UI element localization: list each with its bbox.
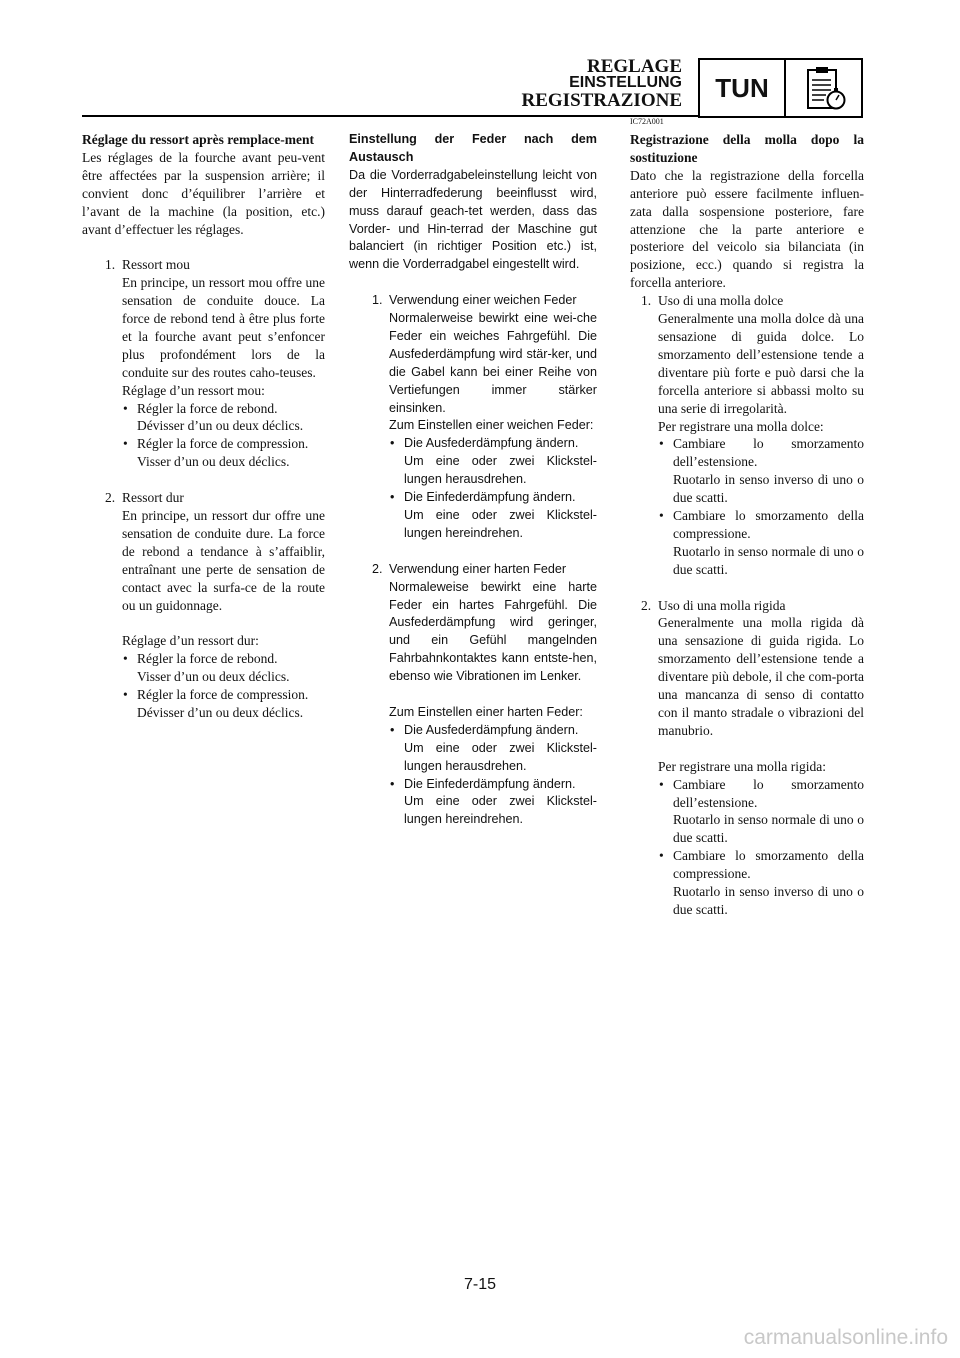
item-title: Ressort dur (122, 490, 184, 506)
item-text: Normaleweise bewirkt eine harte Feder ein hartes Fahrgefühl. Die Ausfederdämpfung wird geringer, und ein Gefühl mangelnden Fahrbahnkontaktes kann entste-hen, ebenso wie Vibrationen im Lenker. (389, 579, 597, 684)
bullet-text: Die Ausfederdämpfung ändern. (404, 722, 579, 737)
adjustment-heading: Zum Einstellen einer weichen Feder: (389, 418, 594, 433)
bullet-text: Régler la force de compression. (137, 436, 309, 452)
bullet-text: Régler la force de rebond. (137, 400, 278, 416)
bullet-text: Die Einfederdämpfung ändern. (404, 776, 576, 791)
item-number: 1. (372, 293, 383, 308)
reference-code: IC72A001 (630, 117, 664, 126)
numbered-item (372, 292, 597, 310)
bullet-item: • Die Einfederdämpfung ändern. Um eine oder zwei Klickstel-lungen hereindrehen. (389, 489, 597, 543)
bullet-text: Die Ausfederdämpfung ändern. (404, 436, 579, 451)
header-title-de: EINSTELLUNG (569, 74, 682, 91)
section-tab-divider (784, 60, 786, 116)
bullet-text: Régler la force de rebond. (137, 651, 278, 667)
item-text: En principe, un ressort mou offre une sensation de conduite douce. La force de rebond tend à être plus forte et la fourche avant peut s’enfoncer plus profondément lors de la conduite sur des routes caho-teuses. (122, 275, 325, 380)
item-title: Ressort mou (122, 257, 190, 273)
numbered-item (105, 256, 325, 274)
watermark: carmanualsonline.info (743, 1326, 948, 1349)
bullet-subtext: Visser d’un ou deux déclics. (137, 454, 290, 470)
bullet-text: Cambiare lo smorzamento dell’estensione. (673, 436, 864, 470)
item-title: Verwendung einer weichen Feder (389, 293, 577, 308)
item-text: En principe, un ressort dur offre une sensation de conduite dure. La force de rebond a tendance à s’affaiblir, entraînant une perte de sensation de contact avec la surfa-ce de la route ou un guidonnage. (122, 508, 325, 613)
numbered-item (641, 597, 864, 615)
bullet-subtext: Um eine oder zwei Klickstel-lungen hereindrehen. (404, 794, 597, 827)
bullet-item: • Cambiare lo smorzamento della compressione. Ruotarlo in senso inverso di uno o due scatti. (659, 848, 864, 917)
bullet-item: • Die Ausfederdämpfung ändern. Um eine oder zwei Klickstel-lungen herausdrehen. (389, 722, 597, 776)
adjustment-heading: Per registrare una molla rigida: (658, 758, 826, 774)
bullet-item: • Régler la force de compression. Visser d’un ou deux déclics. (122, 435, 325, 471)
bullet-text: Die Einfederdämpfung ändern. (404, 490, 576, 505)
section-title: Einstellung der Feder nach dem Austausch (349, 132, 597, 164)
adjustment-heading: Réglage d’un ressort dur: (122, 633, 259, 649)
adjustment-heading: Zum Einstellen einer harten Feder: (389, 704, 583, 719)
item-text: Generalmente una molla dolce dà una sensazione di guida dolce. Lo smorzamento dell’estensione tende a diventare più forte e può darsi che la forcella anteriore si abbassi molto su una serie di irregolarità. (658, 311, 864, 416)
section-title: Réglage du ressort après remplace-ment (82, 132, 314, 147)
header-title-it: REGISTRAZIONE (521, 90, 682, 111)
bullet-subtext: Ruotarlo in senso inverso di uno o due scatti. (673, 472, 864, 506)
bullet-subtext: Um eine oder zwei Klickstel-lungen hereindrehen. (404, 508, 597, 540)
bullet-item: • Cambiare lo smorzamento dell’estensione. Ruotarlo in senso normale di uno o due scatti. (659, 776, 864, 846)
bullet-item: • Die Einfederdämpfung ändern. Um eine oder zwei Klickstel-lungen hereindrehen. (389, 776, 597, 830)
item-number: 2. (105, 490, 116, 506)
bullet-subtext: Dévisser d’un ou deux déclics. (137, 418, 304, 434)
bullet-subtext: Um eine oder zwei Klickstel-lungen herausdrehen. (404, 740, 597, 773)
item-number: 2. (372, 561, 383, 576)
bullet-item: • Régler la force de rebond. Dévisser d’un ou deux déclics. (122, 400, 325, 436)
column-german (349, 131, 597, 829)
bullet-text: Régler la force de compression. (137, 687, 309, 703)
adjustment-heading: Réglage d’un ressort mou: (122, 382, 265, 398)
intro-paragraph: Da die Vorderradgabeleinstellung leicht von der Hinterradfederung beeinflusst wird, muss darauf geach-tet werden, dass das Vorder- und Hin-terrad der Maschine gut balanciert (in richtiger Position etc.) ist, wenn die Vorderradgabel eingestellt wird. (349, 167, 597, 272)
numbered-item (372, 561, 597, 579)
item-number: 1. (105, 257, 116, 273)
section-tab (698, 58, 863, 118)
bullet-item: • Régler la force de compression. Dévisser d’un ou deux déclics. (122, 686, 325, 722)
bullet-item: • Cambiare lo smorzamento della compressione. Ruotarlo in senso normale di uno o due scatti. (659, 508, 864, 577)
bullet-subtext: Ruotarlo in senso normale di uno o due scatti. (673, 543, 864, 577)
column-italian (630, 131, 864, 919)
numbered-item (641, 292, 864, 310)
bullet-item: • Régler la force de rebond. Visser d’un ou deux déclics. (122, 650, 325, 686)
section-tab-label: TUN (715, 73, 769, 103)
section-title: Registrazione della molla dopo la sostituzione (630, 132, 864, 165)
bullet-subtext: Visser d’un ou deux déclics. (137, 669, 290, 685)
intro-paragraph: Dato che la registrazione della forcella anteriore può essere facilmente influen-zata dalla sospensione posteriore, fare attenzione che la parte anteriore e posteriore del veicolo sia bilanciata (in posizione, ecc.) quando si registra la forcella anteriore. (630, 167, 864, 291)
bullet-text: Cambiare lo smorzamento dell’estensione. (673, 776, 864, 810)
bullet-text: Cambiare lo smorzamento della compressione. (673, 508, 864, 541)
bullet-subtext: Dévisser d’un ou deux déclics. (137, 704, 304, 720)
column-french (82, 131, 325, 722)
bullet-item: • Cambiare lo smorzamento dell’estensione. Ruotarlo in senso inverso di uno o due scatti. (659, 436, 864, 506)
clipboard-stopwatch-icon (798, 64, 854, 114)
page-number: 7-15 (463, 1276, 497, 1293)
item-title: Uso di una molla dolce (658, 293, 784, 309)
item-text: Generalmente una molla rigida dà una sensazione di guida rigida. Lo smorzamento dell’estensione tende a diventare più debole, il che com-porta una mancanza di senso di contatto con il manto stradale o vibrazioni del manubrio. (658, 615, 864, 738)
item-number: 1. (641, 293, 652, 309)
header-title-fr: REGLAGE (586, 56, 682, 77)
item-text: Normalerweise bewirkt eine wei-che Feder ein weiches Fahrgefühl. Die Ausfederdämpfung wird stär-ker, und die Gabel kann bei einer Reihe von Vertiefungen immer stärker einsinken. (389, 311, 597, 415)
adjustment-heading: Per registrare una molla dolce: (658, 418, 824, 434)
item-title: Uso di una molla rigida (658, 597, 786, 613)
bullet-subtext: Ruotarlo in senso inverso di uno o due scatti. (673, 884, 864, 917)
numbered-item (105, 489, 325, 507)
bullet-subtext: Um eine oder zwei Klickstel-lungen herausdrehen. (404, 454, 597, 487)
intro-paragraph: Les réglages de la fourche avant peu-vent être affectées par la suspension arrière; il convient donc d’équilibrer l’arrière et l’avant de la machine (la position, etc.) avant d’effectuer les réglages. (82, 149, 325, 237)
bullet-subtext: Ruotarlo in senso normale di uno o due scatti. (673, 812, 864, 846)
item-title: Verwendung einer harten Feder (389, 561, 567, 576)
bullet-item: • Die Ausfederdämpfung ändern. Um eine oder zwei Klickstel-lungen herausdrehen. (389, 435, 597, 489)
item-number: 2. (641, 597, 652, 613)
bullet-text: Cambiare lo smorzamento della compressione. (673, 848, 864, 882)
